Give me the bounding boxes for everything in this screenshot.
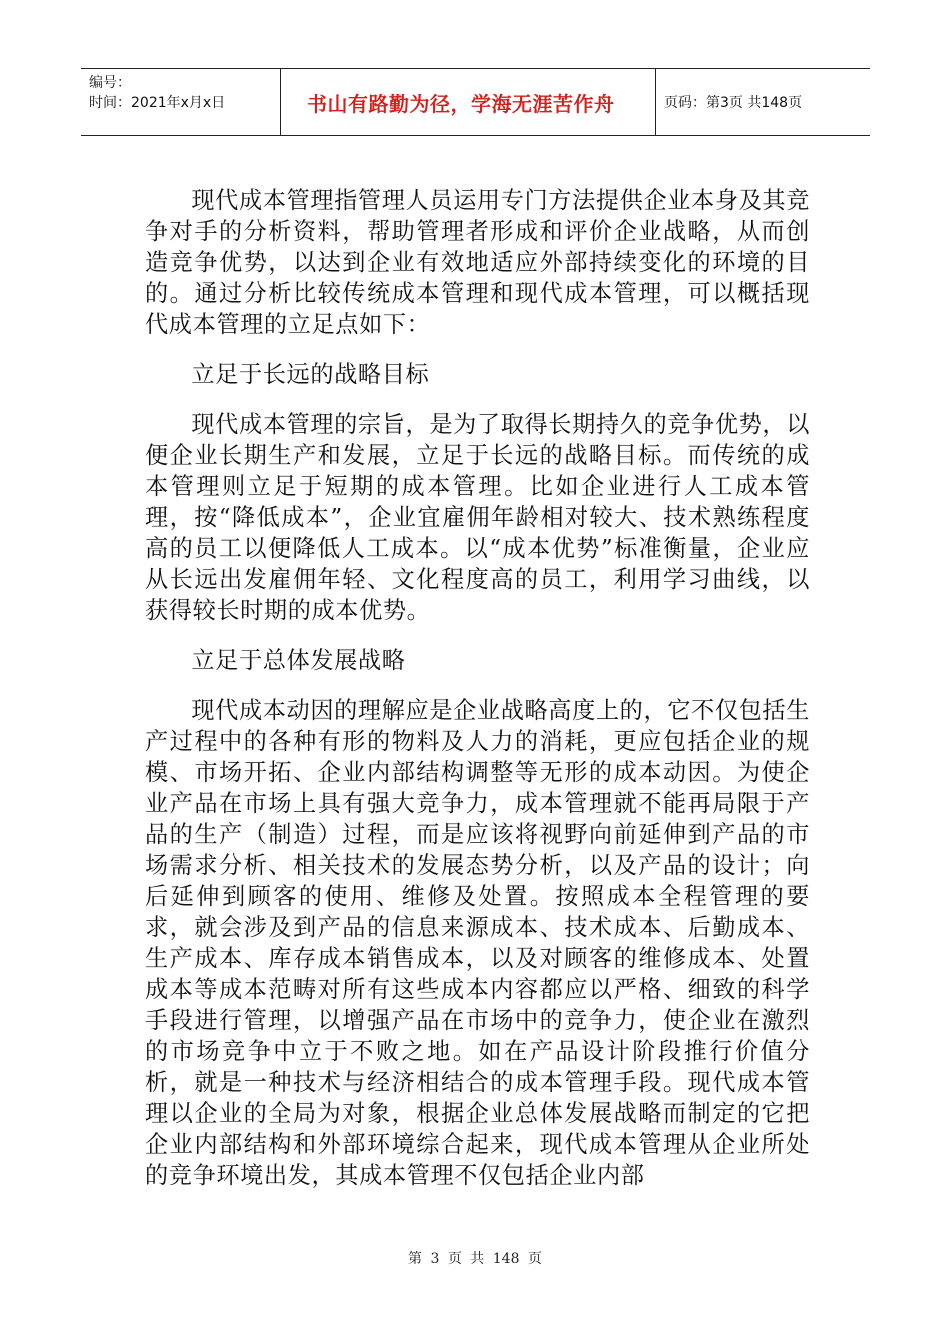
motto-text: 书山有路勤为径，学海无涯苦作舟	[307, 91, 615, 116]
page-footer	[0, 1248, 950, 1268]
header-motto-cell	[281, 69, 656, 135]
paragraph-long-term: 现代成本管理的宗旨，是为了取得长期持久的竞争优势，以便企业长期生产和发展，立足于长远的战略目标。而传统的成本管理则立足于短期的成本管理。比如企业进行人工成本管理，按“降低成本”，企业宜雇佣年龄相对较大、技术熟练程度高的员工以便降低人工成本。以“成本优势”标准衡量，企业应从长远出发雇佣年轻、文化程度高的员工，利用学习曲线，以获得较长时期的成本优势。	[145, 411, 810, 624]
paragraph-overall-strategy: 现代成本动因的理解应是企业战略高度上的，它不仅包括生产过程中的各种有形的物料及人力的消耗，更应包括企业的规模、市场开拓、企业内部结构调整等无形的成本动因。为使企业产品在市场上具有强大竞争力，成本管理就不能再局限于产品的生产（制造）过程，而是应该将视野向前延伸到产品的市场需求分析、相关技术的发展态势分析，以及产品的设计；向后延伸到顾客的使用、维修及处置。按照成本全程管理的要求，就会涉及到产品的信息来源成本、技术成本、后勤成本、生产成本、库存成本销售成本，以及对顾客的维修成本、处置成本等成本范畴对所有这些成本内容都应以严格、细致的科学手段进行管理，以增强产品在市场中的竞争力，使企业在激烈的市场竞争中立于不败之地。如在产品设计阶段推行价值分析，就是一种技术与经济相结合的成本管理手段。现代成本管理以企业的全局为对象，根据企业总体发展战略而制定的它把企业内部结构和外部环境综合起来，现代成本管理从企业所处的竞争环境出发，其成本管理不仅包括企业内部	[145, 697, 810, 1189]
page-info-text: 页码：第3页 共148页	[664, 95, 803, 111]
time-label: 时间：2021年x月x日	[89, 95, 226, 111]
section-heading-overall-strategy: 立足于总体发展战略	[191, 647, 406, 674]
section-heading-long-term: 立足于长远的战略目标	[191, 361, 430, 388]
header-page-info	[656, 69, 870, 135]
footer-page-number: 第 3 页 共 148 页	[408, 1251, 542, 1267]
paragraph-intro: 现代成本管理指管理人员运用专门方法提供企业本身及其竞争对手的分析资料，帮助管理者形成和评价企业战略，从而创造竞争优势，以达到企业有效地适应外部持续变化的环境的目的。通过分析比较传统成本管理和现代成本管理，可以概括现代成本管理的立足点如下：	[145, 187, 810, 338]
document-body	[145, 185, 810, 1191]
document-header	[81, 68, 870, 136]
number-label: 编号：	[89, 75, 131, 91]
header-meta	[81, 69, 281, 135]
